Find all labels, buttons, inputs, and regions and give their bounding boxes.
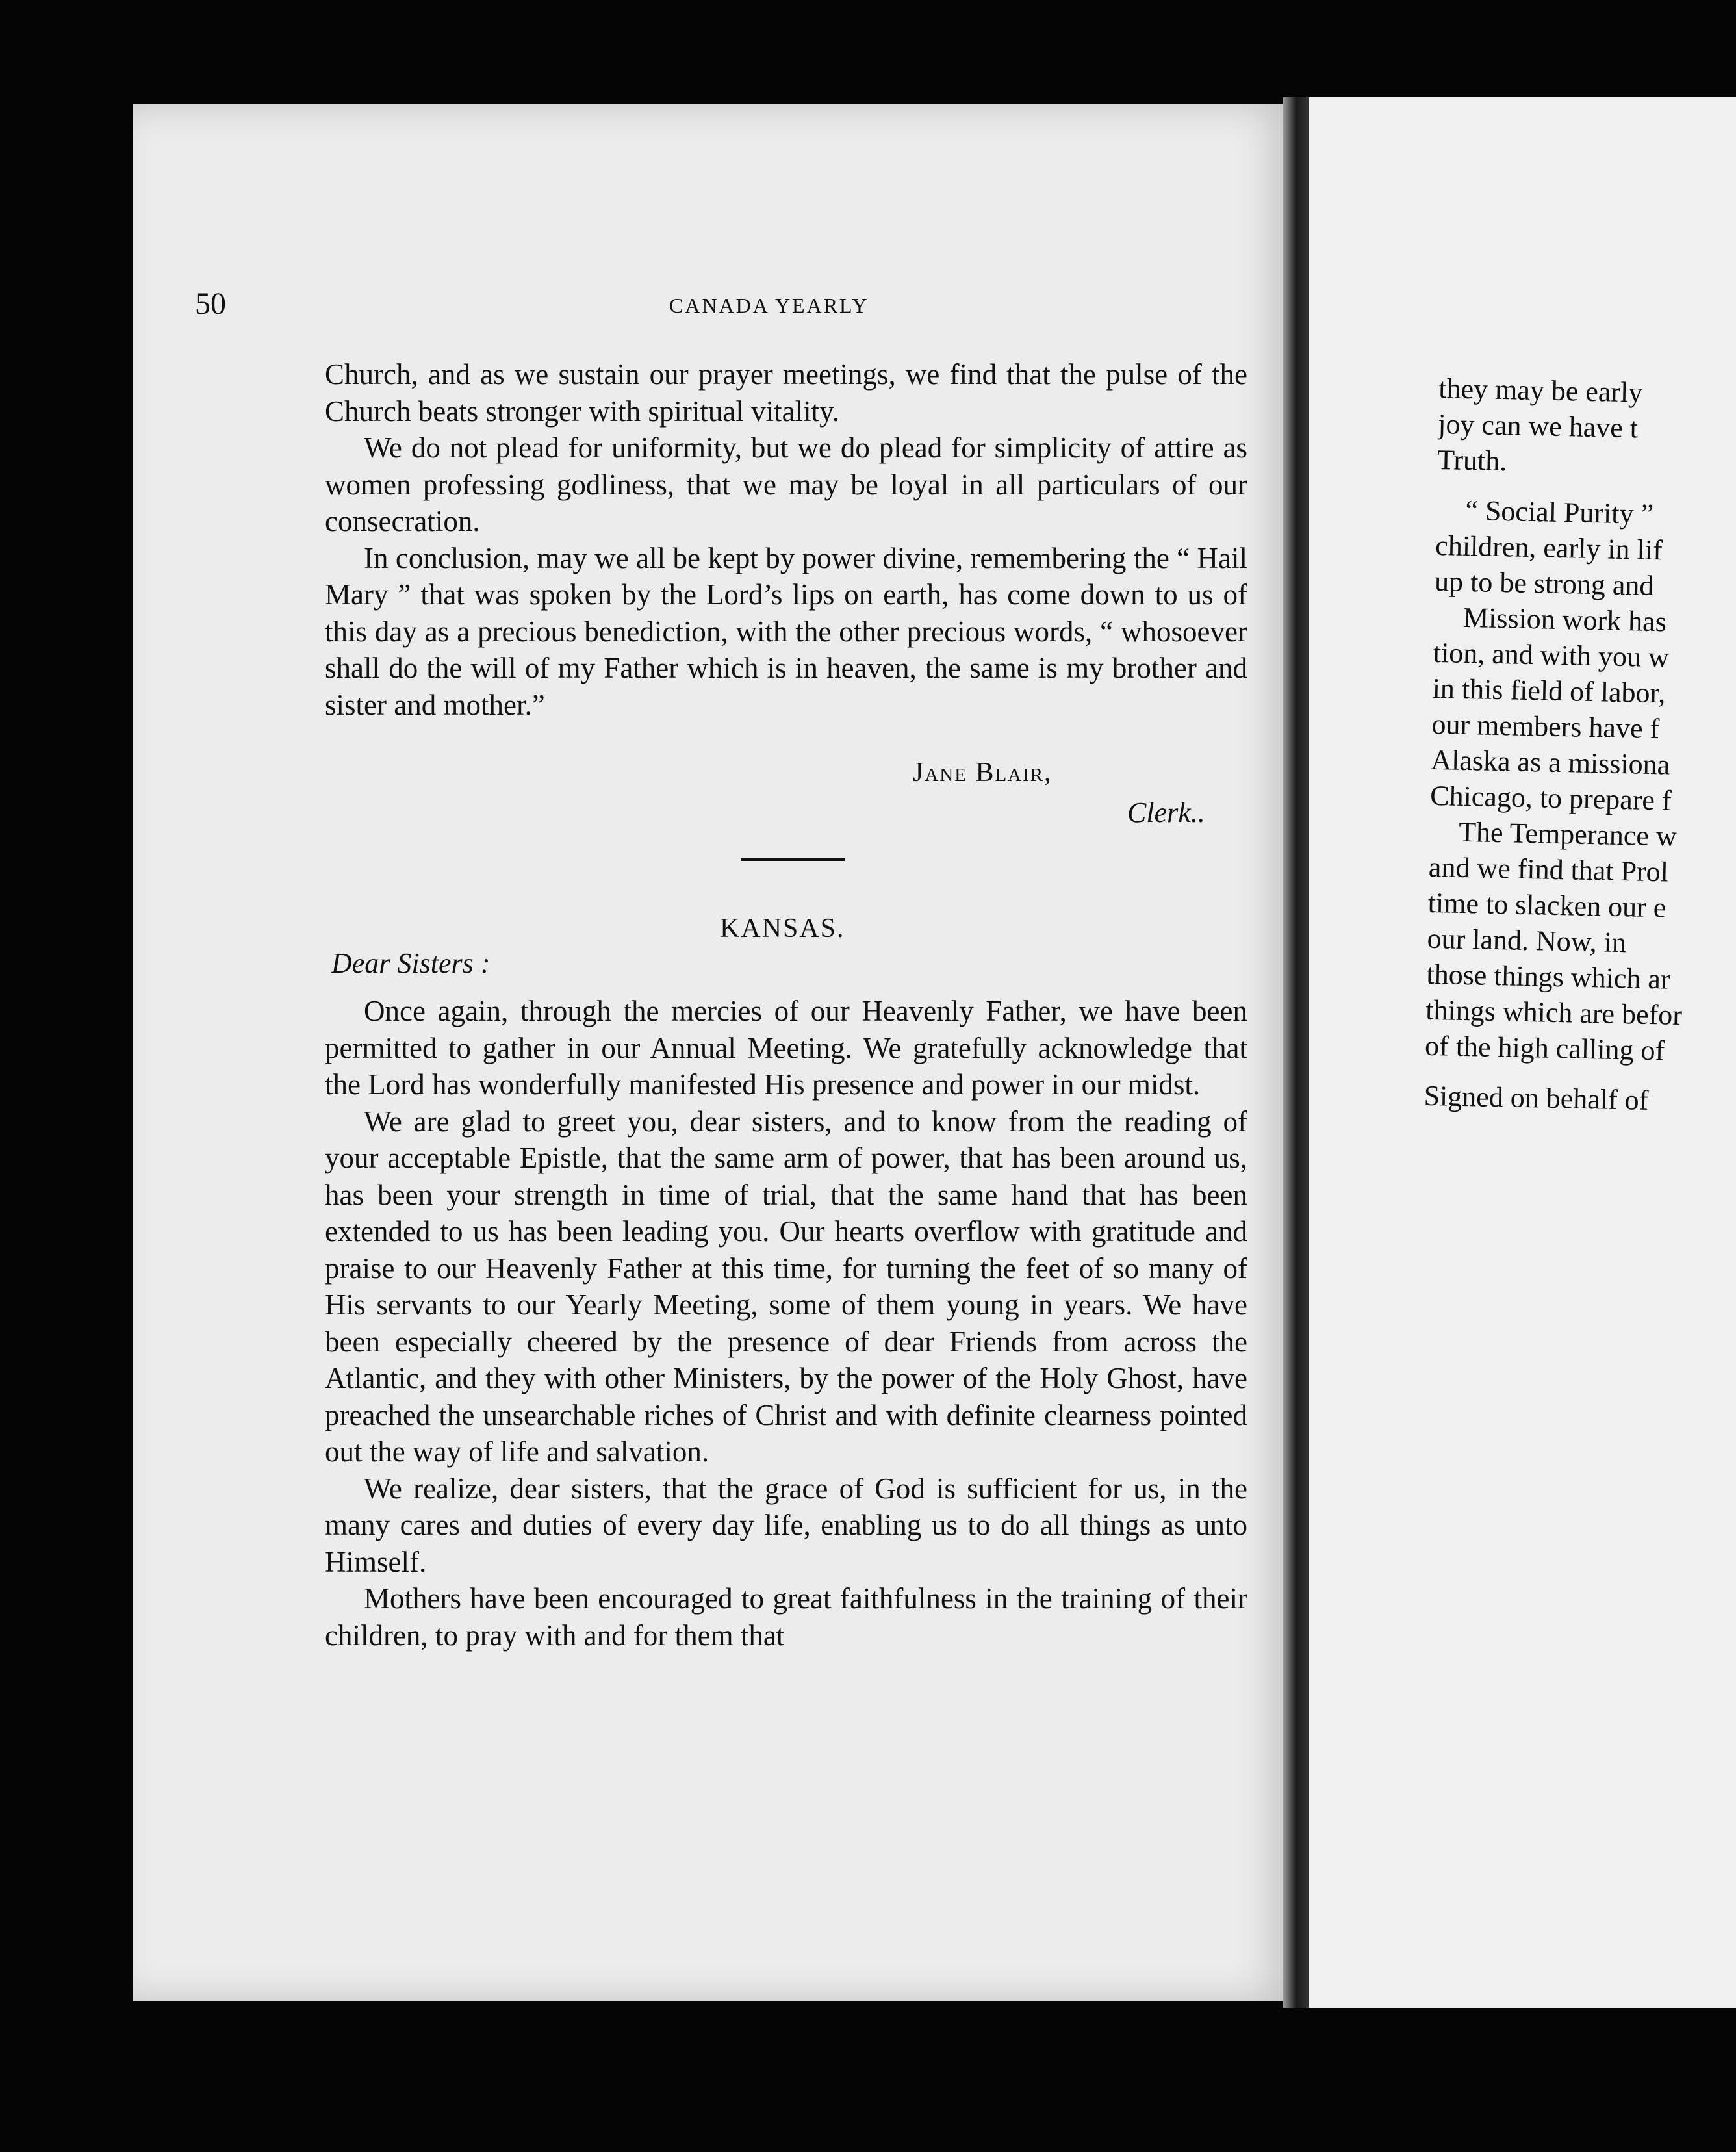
text-line: time to slacken our e — [1427, 886, 1666, 924]
section-divider — [741, 858, 845, 861]
text-line: joy can we have t — [1437, 407, 1639, 444]
page-number: 50 — [195, 287, 226, 321]
signature-name: Jane Blair, — [913, 758, 1053, 788]
signature-role: Clerk.. — [1127, 797, 1205, 828]
right-page-text — [1423, 370, 1736, 1120]
text-line: Alaska as a missiona — [1430, 743, 1670, 781]
paragraph: Once again, through the mercies of our Heavenly Father, we have been permitted to gather in our Annual Meeting. We gratefully acknowledge that the Lord has wonderfully manifested His presence and power in our midst. — [325, 995, 1247, 1101]
text-line: Chicago, to prepare f — [1429, 779, 1672, 817]
text-line: those things which ar — [1426, 958, 1671, 995]
text-line: and we find that Prol — [1428, 851, 1669, 888]
kansas-text-block — [325, 993, 1247, 1654]
paragraph: We do not plead for uniformity, but we do plead for simplicity of attire as women professing godliness, that we may be loyal in all particulars of our consecration. — [325, 431, 1247, 537]
text-line: our members have f — [1431, 708, 1660, 745]
text-line: things which are befor — [1425, 993, 1683, 1032]
text-line: The Temperance w — [1458, 815, 1678, 852]
text-line: up to be strong and — [1434, 565, 1654, 602]
text-line: Truth. — [1436, 443, 1507, 478]
text-line: of the high calling of — [1424, 1029, 1665, 1067]
text-line: “ Social Purity ” — [1464, 494, 1654, 530]
text-line: tion, and with you w — [1433, 636, 1670, 674]
text-line: children, early in lif — [1435, 529, 1663, 567]
text-line: our land. Now, in — [1427, 922, 1627, 959]
section-heading: KANSAS. — [720, 914, 845, 943]
header-title: CANADA YEARLY — [669, 294, 869, 317]
paragraph: Church, and as we sustain our prayer meetings, we find that the pulse of the Church beats stronger with spiritual vitality. — [325, 358, 1247, 428]
running-head — [195, 286, 1247, 325]
salutation: Dear Sisters : — [331, 947, 491, 979]
paragraph: We realize, dear sisters, that the grace of God is sufficient for us, in the many cares and duties of every day life, enabling us to do all things as unto Himself. — [325, 1472, 1247, 1578]
top-text-block — [325, 356, 1247, 723]
book-gutter — [1283, 97, 1309, 2008]
paragraph: Mothers have been encouraged to great faithfulness in the training of their children, to pray with and for them that — [325, 1582, 1247, 1652]
text-line: Signed on behalf of — [1423, 1079, 1649, 1116]
text-line: Mission work has — [1462, 601, 1667, 638]
text-line: they may be early — [1438, 372, 1643, 409]
paragraph: In conclusion, may we all be kept by power divine, remembering the “ Hail Mary ” that was spoken by the Lord’s lips on earth, has come down to us of this day as a precious benediction, with the other precious words, “ whosoever shall do the will of my Father which is in heaven, the same is my brother and sister and mother.” — [325, 541, 1247, 721]
text-line: in this field of labor, — [1432, 672, 1666, 710]
paragraph: We are glad to greet you, dear sisters, and to know from the reading of your acceptable Epistle, that the same arm of power, that has been around us, has been your strength in time of trial, that the same hand that has been extended to us has been leading you. Our hearts overflow with gratitude and praise to our Heavenly Father at this time, for turning the feet of so many of His servants to our Yearly Meeting, some of them young in years. We have been especially cheered by the presence of dear Friends from across the Atlantic, and they with other Ministers, by the power of the Holy Ghost, have preached the unsearchable riches of Christ and with definite clearness pointed out the way of life and salvation. — [325, 1105, 1247, 1468]
